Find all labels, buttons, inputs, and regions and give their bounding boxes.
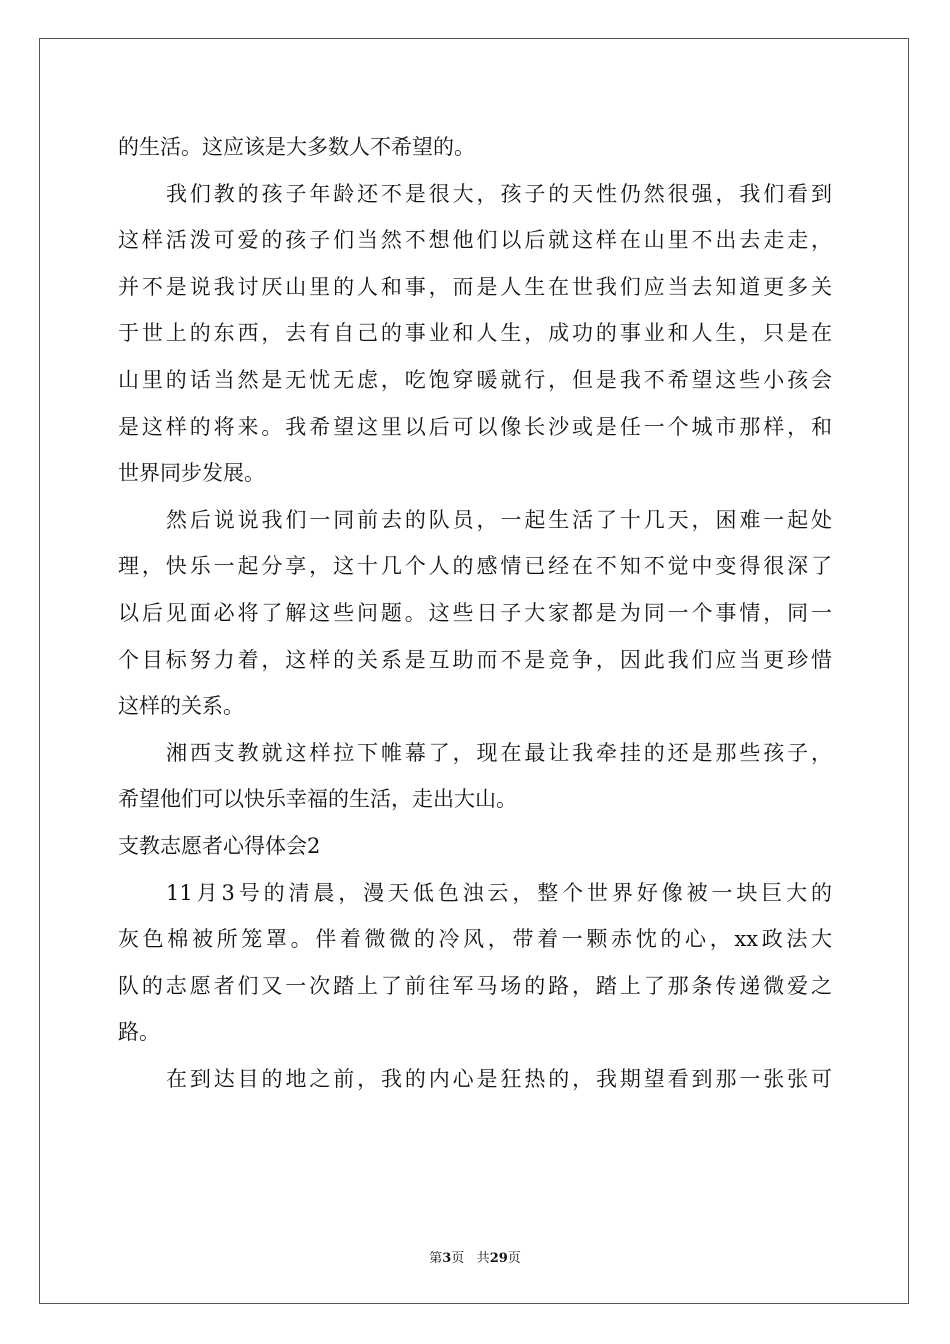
text-line: 理，快乐一起分享，这十几个人的感情已经在不知不觉中变得很深了 [118, 554, 832, 579]
text-line: 路。 [118, 1020, 160, 1045]
text-line: 以后见面必将了解这些问题。这些日子大家都是为同一个事情，同一 [118, 600, 832, 625]
text-line: 这样活泼可爱的孩子们当然不想他们以后就这样在山里不出去走走， [118, 228, 832, 253]
text-line: 希望他们可以快乐幸福的生活，走出大山。 [118, 787, 517, 812]
text-line: 是这样的将来。我希望这里以后可以像长沙或是任一个城市那样，和 [118, 414, 832, 439]
text-line: 支教志愿者心得体会2 [118, 833, 321, 858]
text-line: 队的志愿者们又一次踏上了前往军马场的路，踏上了那条传递微爱之 [118, 973, 832, 998]
text-line: 这样的关系。 [118, 694, 244, 719]
text-line: 世界同步发展。 [118, 461, 265, 486]
text-line: 个目标努力着，这样的关系是互助而不是竞争，因此我们应当更珍惜 [118, 647, 832, 672]
text-line: 11月3号的清晨，漫天低色浊云，整个世界好像被一块巨大的 [166, 880, 832, 905]
footer-page-number: 3 [442, 1251, 452, 1266]
text-line: 并不是说我讨厌山里的人和事，而是人生在世我们应当去知道更多关 [118, 274, 832, 299]
footer-total-suffix: 页 [507, 1251, 521, 1266]
footer-total-pages: 29 [489, 1251, 508, 1266]
text-line: 我们教的孩子年龄还不是很大，孩子的天性仍然很强，我们看到 [166, 181, 832, 206]
text-line: 灰色棉被所笼罩。伴着微微的冷风，带着一颗赤忱的心，xx政法大 [118, 927, 832, 952]
text-line: 山里的话当然是无忧无虑，吃饱穿暖就行，但是我不希望这些小孩会 [118, 367, 832, 392]
text-line: 于世上的东西，去有自己的事业和人生，成功的事业和人生，只是在 [118, 321, 832, 346]
text-line: 在到达目的地之前，我的内心是狂热的，我期望看到那一张张可 [166, 1066, 832, 1091]
page-footer [0, 1247, 950, 1266]
footer-total-prefix: 共 [476, 1251, 490, 1266]
document-body [118, 124, 832, 1102]
footer-page-prefix: 第 [429, 1251, 443, 1266]
text-line: 然后说说我们一同前去的队员，一起生活了十几天，困难一起处 [166, 507, 832, 532]
footer-page-suffix: 页 [451, 1251, 465, 1266]
text-line: 湘西支教就这样拉下帷幕了，现在最让我牵挂的还是那些孩子， [166, 740, 832, 765]
text-line: 的生活。这应该是大多数人不希望的。 [118, 135, 475, 159]
